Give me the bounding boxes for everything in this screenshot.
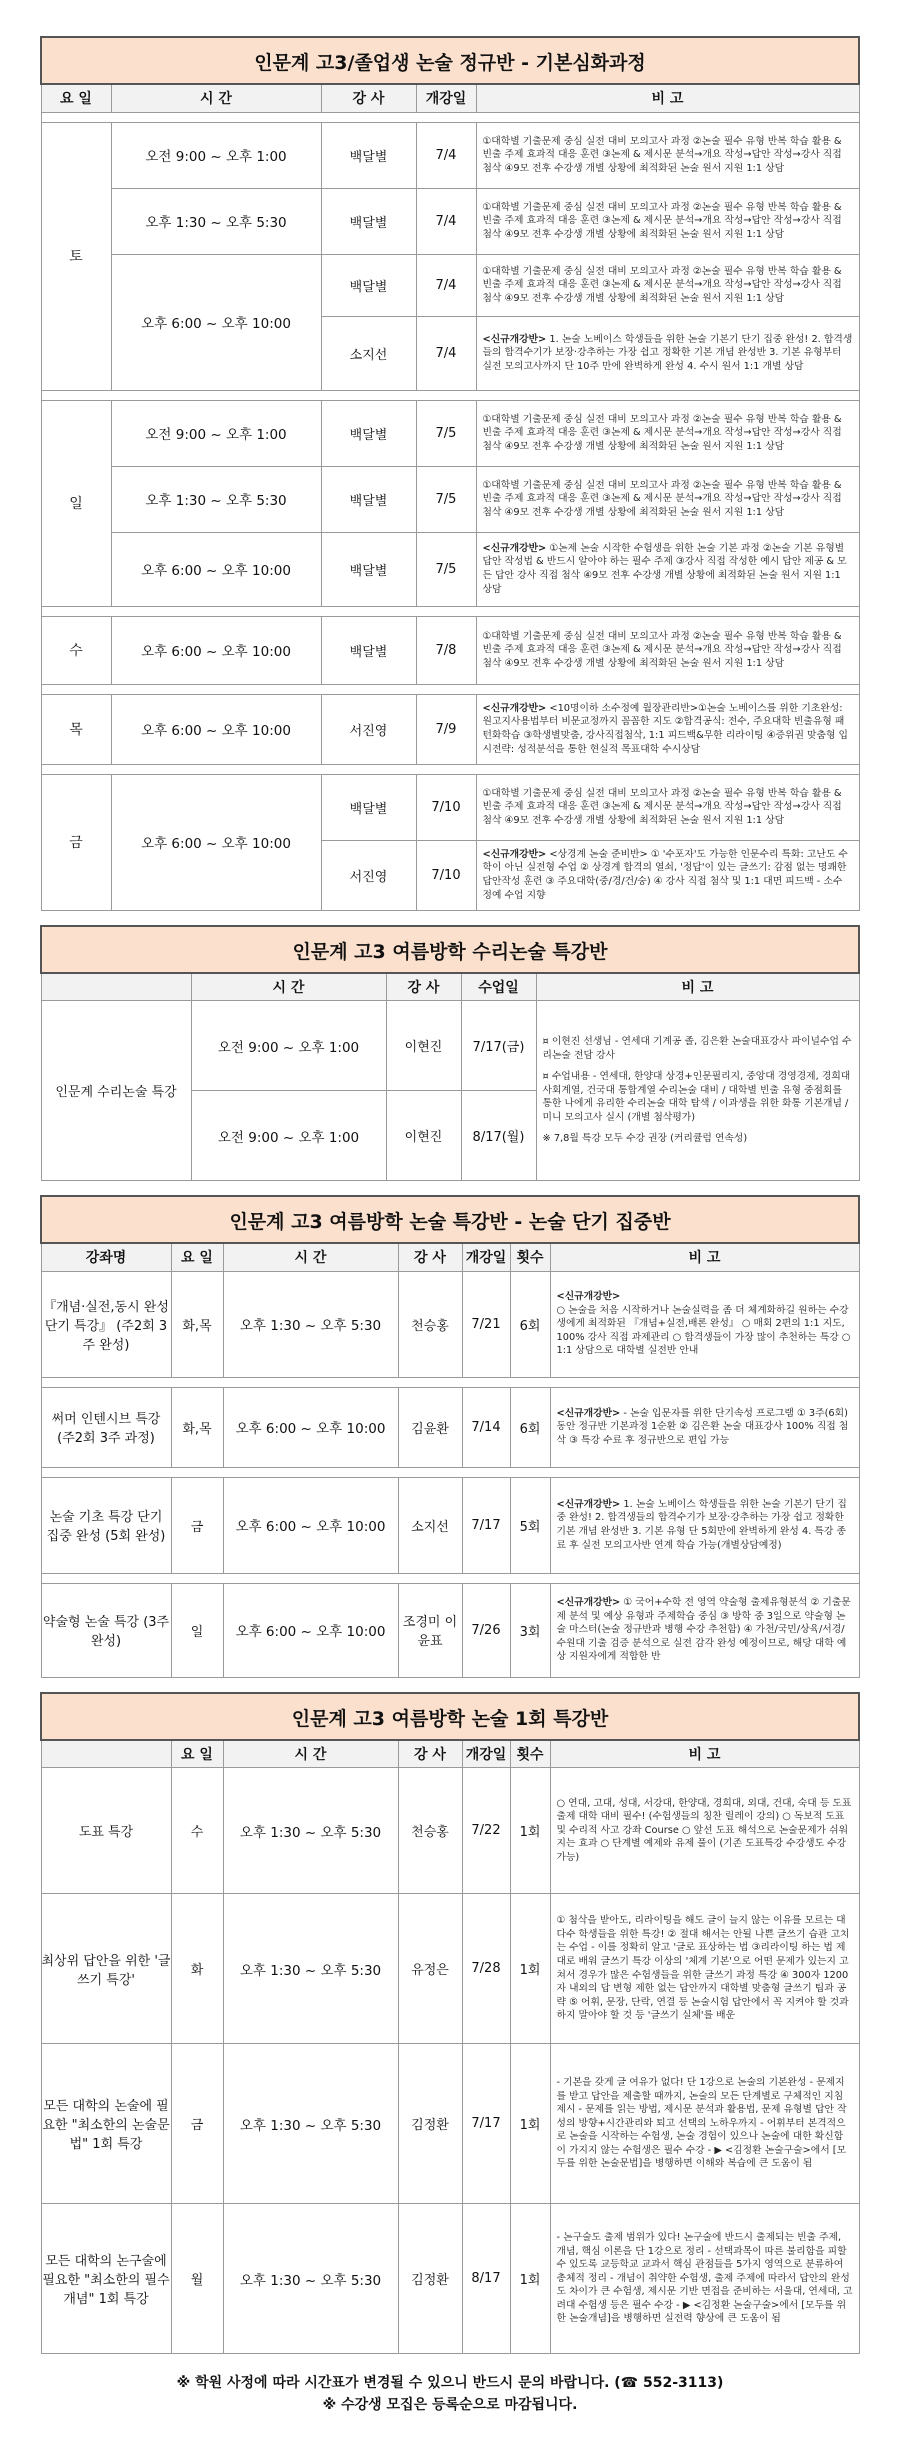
new-class-tag: <신규개강반> [482,542,547,554]
day-cell: 목 [41,694,111,764]
new-class-tag: <신규개강반> [556,1291,621,1303]
time-cell: 오후 6:00 ~ 오후 10:00 [111,616,321,684]
start-date-cell: 7/4 [416,122,476,188]
footer-notice [40,2372,860,2417]
day-cell: 토 [41,122,111,390]
start-date-cell: 7/5 [416,400,476,466]
note-cell: ① 첨삭을 받아도, 리라이팅을 해도 글이 늘지 않는 이유를 모르는 대다수 학생들을 위한 특강! ② 절대 해서는 안될 나쁜 글쓰기 습관 고치는 수업 - 이를 정확히 알고 '글로 표상하는 법 ③리라이팅 하는 법 제대로 배워 글쓰기 특강 이상의 '체계 기본'으로 어떤 문제가 있는지 고쳐서 경우가 많은 수험생들을 위한 글쓰기 과정 특강 ④ 300자 1200자 내외의 답 변형 제한 없는 답안까지 대학별 맞춤형 글쓰기 팁과 공략 ⑤ 어휘, 문장, 단락, 연결 등 논술시험 답안에서 꼭 지켜야 할 것과 하지 말아야 할 것 등 '글쓰기 실체'를 배운 [550,1894,859,2044]
footer-line-contact: ※ 학원 사정에 따라 시간표가 변경될 수 있으니 반드시 문의 바랍니다. (☎ 552-3113) [176,2375,724,2391]
start-date-cell: 7/10 [416,840,476,910]
day-cell: 일 [41,400,111,606]
day-cell: 화,목 [171,1271,223,1377]
course-name-cell: 모든 대학의 논술에 필요한 "최소한의 논술문법" 1회 특강 [41,2044,171,2204]
time-cell: 오후 6:00 ~ 오후 10:00 [111,694,321,764]
time-cell: 오후 6:00 ~ 오후 10:00 [223,1477,398,1573]
time-cell: 오후 6:00 ~ 오후 10:00 [111,254,321,390]
note-cell: - 기본을 갖게 글 여유가 없다! 단 1강으로 논술의 기본완성 - 문제지를 받고 답안을 제출할 때까지, 논술의 모든 단계별로 구체적인 지침 제시 - 문제를 읽는 방법, 제시문 분석과 활용법, 문제 유형별 답안 작성의 방향+시간관리와 퇴고 선택의 노하우까지 - 어휘부터 본격적으로 논술을 시작하는 수험생, 논술 경험이 있으나 논술에 대한 확신함이 가지지 않는 수험생은 필수 수강 - ▶ <김정환 논술구술>에서 [모두를 위한 논술문법]을 병행하면 이해와 복습에 큰 도움이 됨 [550,2044,859,2204]
day-cell: 금 [171,1477,223,1573]
class-date-cell: 8/17(월) [461,1091,536,1181]
start-date-cell: 7/22 [462,1768,510,1894]
day-cell: 월 [171,2204,223,2354]
day-cell: 수 [171,1768,223,1894]
instructor-cell: 소지선 [398,1477,462,1573]
instructor-cell: 백달별 [321,466,416,532]
count-cell: 1회 [510,1768,550,1894]
note-cell: ○ 연대, 고대, 성대, 서강대, 한양대, 경희대, 외대, 건대, 숙대 등 도표 출제 대학 대비 필수! (수험생들의 칭찬 릴레이 강의) ○ 독보적 도표 및 수리적 사고 강좌 Course ○ 앞선 도표 해석으로 논술문제가 쉬워지는 효과 ○ 단계별 예제와 유제 풀이 (기존 도표특강 수강생도 수강 가능) [550,1768,859,1894]
new-class-tag: <신규개강반> [556,1407,621,1419]
count-cell: 6회 [510,1387,550,1467]
start-date-cell: 7/5 [416,532,476,606]
new-class-tag: <신규개강반> [556,1597,621,1609]
time-cell: 오후 1:30 ~ 오후 5:30 [223,1894,398,2044]
footer-line-enrollment: ※ 수강생 모집은 등록순으로 마감됩니다. [322,2397,578,2414]
section-title: 인문계 고3/졸업생 논술 정규반 - 기본심화과정 [41,37,859,84]
instructor-cell: 김정환 [398,2204,462,2354]
note-cell: <신규개강반> <상경계 논술 준비반> ① '수포자'도 가능한 인문수리 특화: 고난도 수학이 아닌 실전형 수업 ② 상경계 합격의 열쇠, '정답'이 있는 글쓰기: 감점 없는 명쾌한 답안작성 훈련 ③ 주요대학(중/경/건/숭) ④ 강사 직접 첨삭 및 1:1 대면 피드백 - 소수 정예 수업 지향 [476,840,859,910]
count-cell: 1회 [510,1894,550,2044]
note-cell: ①대학별 기출문제 중심 실전 대비 모의고사 과정 ②논술 필수 유형 반복 학습 활용 & 빈출 주제 효과적 대응 훈련 ③논제 & 제시문 분석→개요 작성→답안 작성→강사 직접 첨삭 ④9모 전후 수강생 개별 상황에 최적화된 논술 원서 지원 1:1 상담 [476,616,859,684]
regular-class-table [40,36,860,911]
time-cell: 오전 9:00 ~ 오후 1:00 [111,400,321,466]
header-instructor: 강 사 [321,84,416,112]
day-cell: 수 [41,616,111,684]
note-cell: <신규개강반> - 논술 입문자를 위한 단기속성 프로그램 ① 3주(6회) 동안 정규반 기본과정 1순환 ② 김은환 논술 대표강사 100% 직접 첨삭 ③ 특강 수료 후 정규반으로 편입 가능 [550,1387,859,1467]
header-time: 시 간 [111,84,321,112]
instructor-cell: 백달별 [321,122,416,188]
time-cell: 오전 9:00 ~ 오후 1:00 [191,1001,386,1091]
instructor-cell: 서진영 [321,840,416,910]
new-class-tag: <신규개강반> [482,333,547,345]
note-cell: <신규개강반> 1. 논술 노베이스 학생들을 위한 논술 기본기 단기 집중 완성! 2. 합격생들의 합격수기가 보장·강추하는 가장 쉽고 정확한 기본 개념 완성반 3. 기본 유형부터 실전 모의고사까지 단 10주 만에 완벽하게 완성 4. 수시 원서 1:1 개별 상담 [476,316,859,390]
count-cell: 6회 [510,1271,550,1377]
class-date-cell: 7/17(금) [461,1001,536,1091]
day-cell: 일 [171,1583,223,1677]
course-name-cell: 인문계 수리논술 특강 [41,1001,191,1181]
start-date-cell: 7/9 [416,694,476,764]
header-start-date: 개강일 [462,1243,510,1271]
course-name-cell: 논술 기초 특강 단기 집중 완성 (5회 완성) [41,1477,171,1573]
instructor-cell: 김윤환 [398,1387,462,1467]
new-class-tag: <신규개강반> [482,702,547,714]
instructor-cell: 백달별 [321,532,416,606]
start-date-cell: 7/4 [416,254,476,316]
header-count: 횟수 [510,1740,550,1768]
instructor-cell: 천승홍 [398,1271,462,1377]
instructor-cell: 유정은 [398,1894,462,2044]
instructor-cell: 백달별 [321,616,416,684]
note-cell: ①대학별 기출문제 중심 실전 대비 모의고사 과정 ②논술 필수 유형 반복 학습 활용 & 빈출 주제 효과적 대응 훈련 ③논제 & 제시문 분석→개요 작성→답안 작성→강사 직접 첨삭 ④9모 전후 수강생 개별 상황에 최적화된 논술 원서 지원 1:1 상담 [476,466,859,532]
instructor-cell: 김정환 [398,2044,462,2204]
count-cell: 1회 [510,2044,550,2204]
intensive-class-table [40,1195,860,1678]
section-title: 인문계 고3 여름방학 논술 특강반 - 논술 단기 집중반 [41,1196,859,1243]
instructor-cell: 조경미 이윤표 [398,1583,462,1677]
new-class-tag: <신규개강반> [482,848,547,860]
start-date-cell: 7/28 [462,1894,510,2044]
one-time-class-table [40,1692,860,2355]
start-date-cell: 7/26 [462,1583,510,1677]
new-class-tag: <신규개강반> [556,1498,621,1510]
note-cell: ①대학별 기출문제 중심 실전 대비 모의고사 과정 ②논술 필수 유형 반복 학습 활용 & 빈출 주제 효과적 대응 훈련 ③논제 & 제시문 분석→개요 작성→답안 작성→강사 직접 첨삭 ④9모 전후 수강생 개별 상황에 최적화된 논술 원서 지원 1:1 상담 [476,254,859,316]
header-note: 비 고 [550,1740,859,1768]
course-name-cell: 써머 인텐시브 특강 (주2회 3주 과정) [41,1387,171,1467]
header-time: 시 간 [223,1243,398,1271]
header-day: 요 일 [41,84,111,112]
time-cell: 오후 1:30 ~ 오후 5:30 [111,188,321,254]
start-date-cell: 7/5 [416,466,476,532]
start-date-cell: 7/8 [416,616,476,684]
header-instructor: 강 사 [398,1740,462,1768]
start-date-cell: 7/4 [416,188,476,254]
note-cell: ①대학별 기출문제 중심 실전 대비 모의고사 과정 ②논술 필수 유형 반복 학습 활용 & 빈출 주제 효과적 대응 훈련 ③논제 & 제시문 분석→개요 작성→답안 작성→강사 직접 첨삭 ④9모 전후 수강생 개별 상황에 최적화된 논술 원서 지원 1:1 상담 [476,122,859,188]
note-cell: ①대학별 기출문제 중심 실전 대비 모의고사 과정 ②논술 필수 유형 반복 학습 활용 & 빈출 주제 효과적 대응 훈련 ③논제 & 제시문 분석→개요 작성→답안 작성→강사 직접 첨삭 ④9모 전후 수강생 개별 상황에 최적화된 논술 원서 지원 1:1 상담 [476,188,859,254]
course-name-cell: 도표 특강 [41,1768,171,1894]
time-cell: 오후 6:00 ~ 오후 10:00 [111,774,321,910]
section-title: 인문계 고3 여름방학 수리논술 특강반 [41,926,859,973]
note-cell: - 논구술도 출제 범위가 있다! 논구술에 반드시 출제되는 빈출 주제, 개념, 핵심 이론을 단 1강으로 정리 - 선택과목이 따른 불리함을 피할 수 있도록 교등학교 교과서 핵심 관점들을 5가지 영역으로 분류하여 총체적 정리 - 개념이 취약한 수험생, 출제 주제에 따라서 답안의 완성도 차이가 큰 수험생, 제시문 기반 면접을 준비하는 서울대, 연세대, 고려대 수험생 등은 필수 수강 - ▶ <김정환 논술구술>에서 [모두를 위한 논술개념]을 병행하면 실전력 향상에 큰 도움이 됨 [550,2204,859,2354]
header-start-date: 개강일 [416,84,476,112]
time-cell: 오전 9:00 ~ 오후 1:00 [191,1091,386,1181]
note-cell: ①대학별 기출문제 중심 실전 대비 모의고사 과정 ②논술 필수 유형 반복 학습 활용 & 빈출 주제 효과적 대응 훈련 ③논제 & 제시문 분석→개요 작성→답안 작성→강사 직접 첨삭 ④9모 전후 수강생 개별 상황에 최적화된 논술 원서 지원 1:1 상담 [476,400,859,466]
instructor-cell: 백달별 [321,400,416,466]
instructor-cell: 천승홍 [398,1768,462,1894]
count-cell: 3회 [510,1583,550,1677]
time-cell: 오후 6:00 ~ 오후 10:00 [223,1583,398,1677]
header-day: 요 일 [171,1243,223,1271]
instructor-cell: 소지선 [321,316,416,390]
count-cell: 5회 [510,1477,550,1573]
start-date-cell: 7/4 [416,316,476,390]
header-note: 비 고 [550,1243,859,1271]
start-date-cell: 8/17 [462,2204,510,2354]
header-class-date: 수업일 [461,973,536,1001]
start-date-cell: 7/14 [462,1387,510,1467]
time-cell: 오후 1:30 ~ 오후 5:30 [223,1271,398,1377]
time-cell: 오후 1:30 ~ 오후 5:30 [223,2044,398,2204]
instructor-cell: 서진영 [321,694,416,764]
note-cell: <신규개강반> <10명이하 소수정예 월장관리반>①논술 노베이스를 위한 기초완성: 원고지사용법부터 비문교정까지 꼼꼼한 지도 ②합격공식: 전수, 주요대학 빈출유형 패턴화학습 ③학생별맞춤, 강사직접첨삭, 1:1 피드백&무한 리라이팅 ④증위권 맞춤형 입시전략: 성적분석을 통한 현실적 목표대학 수시상담 [476,694,859,764]
day-cell: 화,목 [171,1387,223,1467]
time-cell: 오전 9:00 ~ 오후 1:00 [111,122,321,188]
count-cell: 1회 [510,2204,550,2354]
header-course: 강좌명 [41,1243,171,1271]
note-cell: ①대학별 기출문제 중심 실전 대비 모의고사 과정 ②논술 필수 유형 반복 학습 활용 & 빈출 주제 효과적 대응 훈련 ③논제 & 제시문 분석→개요 작성→답안 작성→강사 직접 첨삭 ④9모 전후 수강생 개별 상황에 최적화된 논술 원서 지원 1:1 상담 [476,774,859,840]
day-cell: 금 [171,2044,223,2204]
note-cell: <신규개강반> 1. 논술 노베이스 학생들을 위한 논술 기본기 단기 집중 완성! 2. 합격생들의 합격수기가 보장·강추하는 가장 쉽고 정확한 기본 개념 완성반 3. 기본 유형 단 5회만에 완벽하게 완성 4. 특강 종료 후 실전 모의고사반 연계 학습 가능(개별상담예정) [550,1477,859,1573]
course-name-cell: 모든 대학의 논구술에 필요한 "최소한의 필수개념" 1회 특강 [41,2204,171,2354]
header-day: 요 일 [171,1740,223,1768]
start-date-cell: 7/17 [462,2044,510,2204]
start-date-cell: 7/10 [416,774,476,840]
header-instructor: 강 사 [386,973,461,1001]
instructor-cell: 백달별 [321,774,416,840]
note-cell: <신규개강반> ○ 논술을 처음 시작하거나 논술실력을 좀 더 체계화하길 원하는 수강생에게 최적화된 『개념+실전,배론 완성』 ○ 매회 2편의 1:1 지도, 100% 강사 직접 과제관리 ○ 합격생들이 가장 많이 추천하는 특강 ○ 1:1 상담으로 대학별 실전반 안내 [550,1271,859,1377]
time-cell: 오후 1:30 ~ 오후 5:30 [223,2204,398,2354]
section-title: 인문계 고3 여름방학 논술 1회 특강반 [41,1693,859,1740]
note-cell: <신규개강반> ① 국어+수학 전 영역 약술형 출제유형분석 ② 기출문제 분석 및 예상 유형과 주제학습 중심 ③ 방학 중 3일으로 약술형 논술 마스터(논술 정규반과 병행 수강 추천함) ④ 가천/국민/상육/서경/수원대 기출 검증 분석으로 실전 감각 완성 예정이므로, 해당 대학 예상 지원자에게 적합한 반 [550,1583,859,1677]
course-name-cell: 최상위 답안을 위한 '글쓰기 특강' [41,1894,171,2044]
instructor-cell: 이현진 [386,1091,461,1181]
time-cell: 오후 1:30 ~ 오후 5:30 [111,466,321,532]
header-time: 시 간 [223,1740,398,1768]
note-cell: <신규개강반> ①논제 논술 시작한 수험생을 위한 논술 기본 과정 ②논술 기본 유형별 답안 작성법 & 반드시 알아야 하는 필수 주제 ③강사 직접 작성한 예시 답안 제공 & 모든 답안 강사 직접 첨삭 ④9모 전후 수강생 개별 상황에 최적화된 논술 원서 지원 1:1 상담 [476,532,859,606]
start-date-cell: 7/17 [462,1477,510,1573]
header-note: 비 고 [476,84,859,112]
course-name-cell: 『개념·실전,동시 완성 단기 특강』 (주2회 3주 완성) [41,1271,171,1377]
header-time: 시 간 [191,973,386,1001]
time-cell: 오후 6:00 ~ 오후 10:00 [223,1387,398,1467]
header-start-date: 개강일 [462,1740,510,1768]
course-name-cell: 약술형 논술 특강 (3주 완성) [41,1583,171,1677]
header-note: 비 고 [536,973,859,1001]
note-cell: ¤ 이현진 선생님 - 연세대 기계공 졸, 김은환 논술대표강사 파이널수업 수리논술 전담 강사 ¤ 수업내용 - 연세대, 한양대 상경+인문필리지, 중앙대 경영경제, 경희대 사회계열, 건국대 통합계열 수리논술 대비 / 대학별 빈출 유형 중점회를 통한 나에게 유리한 수리논술 대학 탐색 / 이과생을 위한 화통 기본개념 / 미니 모의고사 실시 (개별 첨삭평가) ※ 7,8월 특강 모두 수강 권장 (커리큘럼 연속성) [536,1001,859,1181]
time-cell: 오후 1:30 ~ 오후 5:30 [223,1768,398,1894]
math-essay-table [40,925,860,1182]
day-cell: 금 [41,774,111,910]
start-date-cell: 7/21 [462,1271,510,1377]
instructor-cell: 이현진 [386,1001,461,1091]
day-cell: 화 [171,1894,223,2044]
header-count: 횟수 [510,1243,550,1271]
instructor-cell: 백달별 [321,254,416,316]
instructor-cell: 백달별 [321,188,416,254]
header-instructor: 강 사 [398,1243,462,1271]
time-cell: 오후 6:00 ~ 오후 10:00 [111,532,321,606]
